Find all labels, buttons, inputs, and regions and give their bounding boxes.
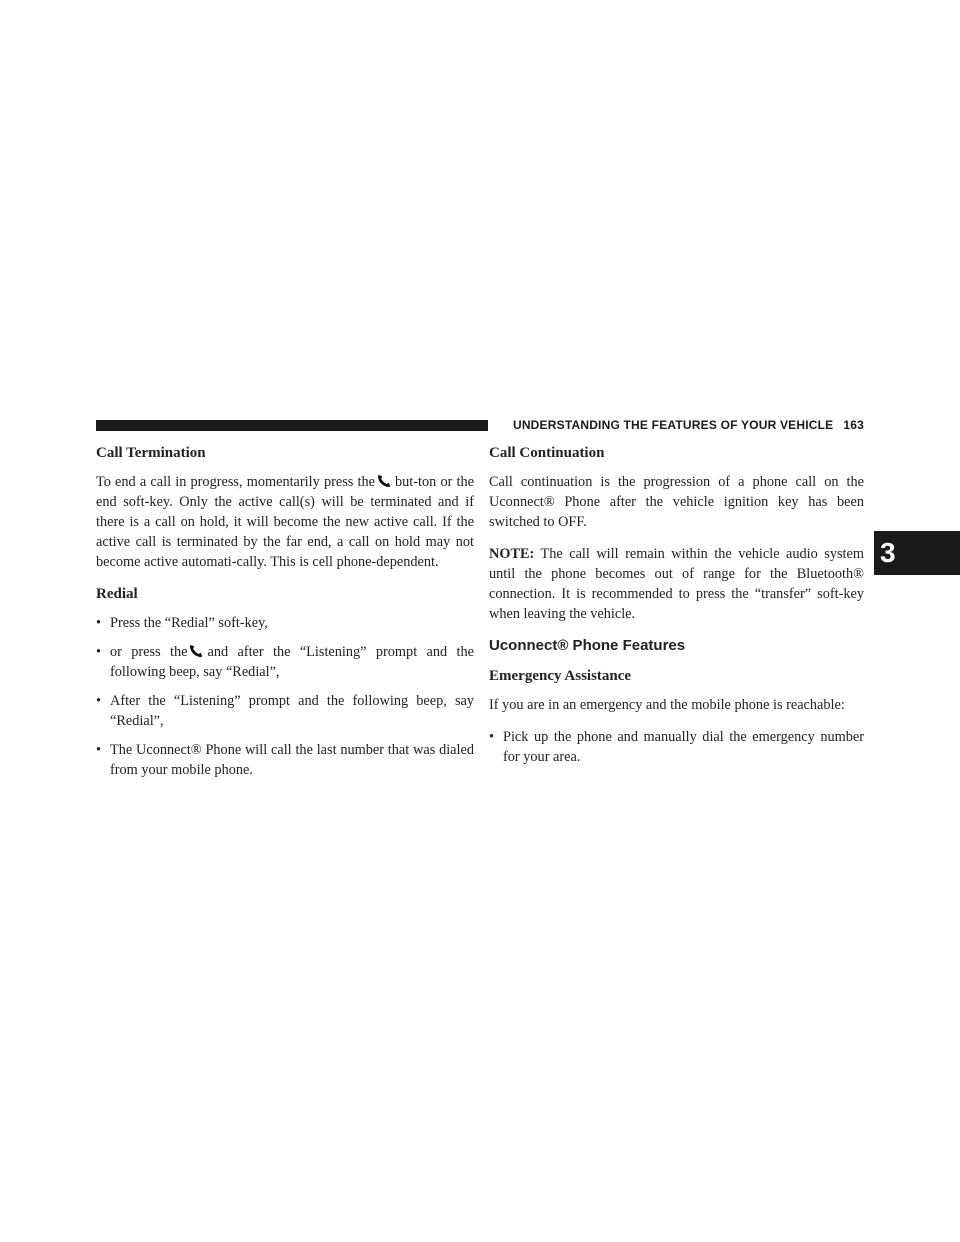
running-header (500, 418, 864, 432)
call-termination-text-start: To end a call in progress, momentarily press the (96, 474, 375, 490)
bullet: • (489, 729, 495, 745)
note-paragraph (489, 544, 864, 624)
phone-handset-icon (189, 645, 205, 657)
note-label: NOTE: (489, 546, 535, 562)
bullet: • (96, 615, 102, 631)
redial-list (96, 613, 474, 780)
list-item: • or press the and after the “Listening” prompt and the following beep, say “Redial”, (96, 644, 474, 680)
list-item: • After the “Listening” prompt and the following beep, say “Redial”, (96, 693, 474, 729)
heading-call-termination: Call Termination (96, 445, 206, 461)
emergency-paragraph: If you are in an emergency and the mobile phone is reachable: (489, 697, 845, 713)
call-termination-paragraph (96, 472, 474, 572)
list-item: • Press the “Redial” soft-key, (96, 615, 268, 631)
heading-call-continuation: Call Continuation (489, 445, 605, 461)
page-number: 163 (843, 418, 864, 432)
left-column (96, 443, 474, 792)
call-continuation-paragraph: Call continuation is the progression of a phone call on the Uconnect® Phone after the vehicle ignition key has been switched to OFF. (489, 474, 864, 530)
list-item: • Pick up the phone and manually dial the emergency number for your area. (489, 729, 864, 765)
list-item: • The Uconnect® Phone will call the last number that was dialed from your mobile phone. (96, 742, 474, 778)
note-text: The call will remain within the vehicle audio system until the phone becomes out of range for the Bluetooth® connection. It is recommended to press the “transfer” soft-key when leaving the vehicle. (489, 546, 864, 622)
header-rule (96, 420, 488, 431)
call-termination-text-end: but-ton or the end soft-key. Only the active call(s) will be terminated and if there is a call on hold, it will become the new active call. If the active call is terminated by the far end, a call on hold may not become active automati-cally. This is cell phone-dependent. (96, 474, 474, 570)
right-column (489, 443, 864, 779)
heading-phone-features: Uconnect® Phone Features (489, 637, 686, 654)
bullet: • (96, 742, 102, 758)
chapter-tab[interactable]: 3 (874, 531, 960, 575)
emergency-list (489, 727, 864, 767)
bullet: • (96, 644, 102, 660)
heading-emergency-assistance: Emergency Assistance (489, 668, 632, 684)
section-title: UNDERSTANDING THE FEATURES OF YOUR VEHICLE (512, 418, 834, 432)
bullet: • (96, 693, 102, 709)
heading-redial: Redial (96, 586, 138, 602)
phone-handset-icon (377, 475, 393, 487)
